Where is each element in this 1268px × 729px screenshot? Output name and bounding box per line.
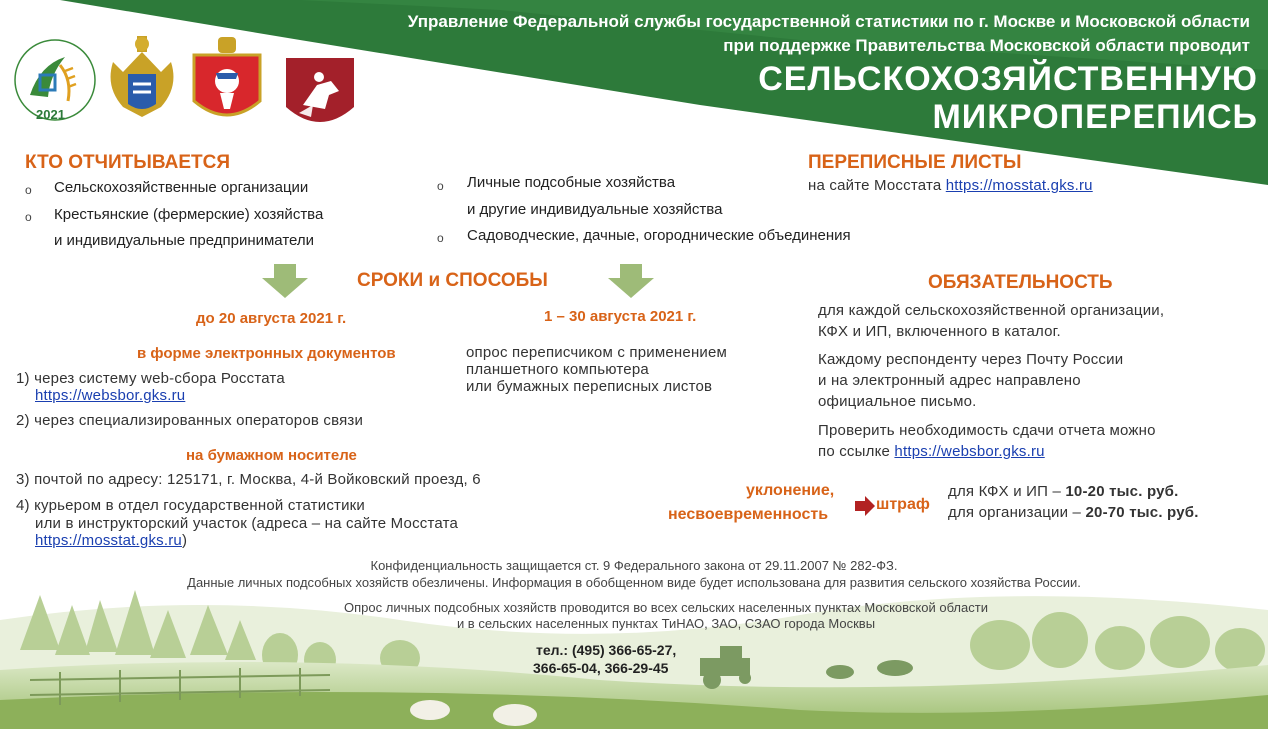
fine-row-1: [948, 483, 1179, 500]
obligation-heading: ОБЯЗАТЕЛЬНОСТЬ: [928, 272, 1113, 293]
paper-item-4-line1: 4) курьером в отдел государственной статистики: [16, 497, 366, 514]
phone-line-2: 366-65-04, 366-29-45: [533, 660, 669, 676]
who-heading: КТО ОТЧИТЫВАЕТСЯ: [25, 152, 231, 173]
microcensus-logo: [10, 35, 100, 127]
mosstat-link[interactable]: https://mosstat.gks.ru: [35, 532, 182, 549]
obligation-p1-line1: для каждой сельскохозяйственной организации,: [818, 302, 1165, 319]
arrow-down-icon: [262, 264, 308, 298]
moscow-emblem-icon: [283, 55, 357, 137]
fine-row-1-label: для КФХ и ИП –: [948, 483, 1066, 500]
paper-item-4-line2: или в инструкторский участок (адреса – на сайте Мосстата: [35, 515, 459, 532]
who-item-5: и другие индивидуальные хозяйства: [467, 201, 723, 218]
footer-line-3: Опрос личных подсобных хозяйств проводится во всех сельских населенных пунктах Московской области: [344, 600, 988, 615]
paper-item-3: 3) почтой по адресу: 125171, г. Москва, 4-й Войковский проезд, 6: [16, 471, 481, 488]
arrow-down-icon: [608, 264, 654, 298]
paper-close-paren: ): [181, 532, 188, 549]
bullet-icon: o: [25, 210, 32, 224]
survey-line-2: планшетного компьютера: [466, 361, 649, 378]
obligation-websbor-link[interactable]: https://websbor.gks.ru: [894, 443, 1045, 460]
forms-text: [808, 177, 1093, 194]
websbor-link[interactable]: https://websbor.gks.ru: [35, 387, 186, 404]
obligation-p2-line3: официальное письмо.: [818, 393, 977, 410]
header-line1: Управление Федеральной службы государственной статистики по г. Москве и Московской области: [407, 12, 1250, 31]
fine-left-1: уклонение,: [746, 482, 835, 499]
who-item-6: Садоводческие, дачные, огороднические объединения: [467, 227, 851, 244]
paper-heading: на бумажном носителе: [186, 447, 357, 464]
obligation-p3-line2: [818, 443, 1045, 460]
electronic-item-2: 2) через специализированных операторов связи: [16, 412, 364, 429]
survey-line-3: или бумажных переписных листов: [466, 378, 713, 395]
paper-item-4-line3: [35, 532, 187, 549]
fine-row-1-amount: 10-20 тыс. руб.: [1065, 483, 1179, 500]
electronic-item-1: 1) через систему web-сбора Росстата: [16, 370, 285, 387]
bullet-icon: o: [437, 179, 444, 193]
electronic-heading: в форме электронных документов: [137, 345, 396, 362]
obligation-p1-line2: КФХ и ИП, включенного в каталог.: [818, 323, 1061, 340]
moscow-oblast-emblem-icon: [190, 33, 264, 129]
arrow-right-icon: [855, 496, 875, 516]
footer-line-1: Конфиденциальность защищается ст. 9 Федерального закона от 29.11.2007 № 282-ФЗ.: [370, 558, 898, 573]
rosstat-emblem-icon: [103, 32, 181, 128]
fine-label: штраф: [876, 496, 930, 513]
footer-line-4: и в сельских населенных пунктах ТиНАО, ЗАО, СЗАО города Москвы: [456, 616, 876, 631]
bullet-icon: o: [25, 183, 32, 197]
footer-line-2: Данные личных подсобных хозяйств обезличены. Информация в обобщенном виде будет использована для развития сельского хозяйства России.: [187, 575, 1081, 590]
terms-right-date: 1 – 30 августа 2021 г.: [544, 308, 697, 325]
fine-row-2-amount: 20-70 тыс. руб.: [1085, 504, 1199, 521]
obligation-p2-line1: Каждому респонденту через Почту России: [818, 351, 1124, 368]
header-line2: при поддержке Правительства Московской области проводит: [723, 36, 1250, 55]
bullet-icon: o: [437, 231, 444, 245]
phone-line-1: тел.: (495) 366-65-27,: [536, 642, 677, 658]
forms-text-label: на сайте Мосстата: [808, 177, 946, 194]
survey-line-1: опрос переписчиком с применением: [466, 344, 728, 361]
who-item-1: Сельскохозяйственные организации: [54, 179, 309, 196]
forms-heading: ПЕРЕПИСНЫЕ ЛИСТЫ: [808, 152, 1022, 173]
header-title-2: МИКРОПЕРЕПИСЬ: [932, 98, 1258, 136]
obligation-p3-line1: Проверить необходимость сдачи отчета можно: [818, 422, 1156, 439]
who-item-4: Личные подсобные хозяйства: [467, 174, 676, 191]
logo-year: 2021: [36, 107, 65, 122]
fine-left-2: несвоевременность: [668, 506, 829, 523]
forms-link[interactable]: https://mosstat.gks.ru: [945, 177, 1093, 194]
obligation-p2-line2: и на электронный адрес направлено: [818, 372, 1081, 389]
terms-left-date: до 20 августа 2021 г.: [196, 310, 347, 327]
who-item-2: Крестьянские (фермерские) хозяйства: [54, 206, 324, 223]
terms-heading: СРОКИ и СПОСОБЫ: [357, 270, 548, 291]
who-item-3: и индивидуальные предприниматели: [54, 232, 314, 249]
fine-row-2-label: для организации –: [948, 504, 1086, 521]
obligation-p3-prefix: по ссылке: [818, 443, 895, 460]
fine-row-2: [948, 504, 1199, 521]
header-title-1: СЕЛЬСКОХОЗЯЙСТВЕННУЮ: [758, 60, 1258, 98]
